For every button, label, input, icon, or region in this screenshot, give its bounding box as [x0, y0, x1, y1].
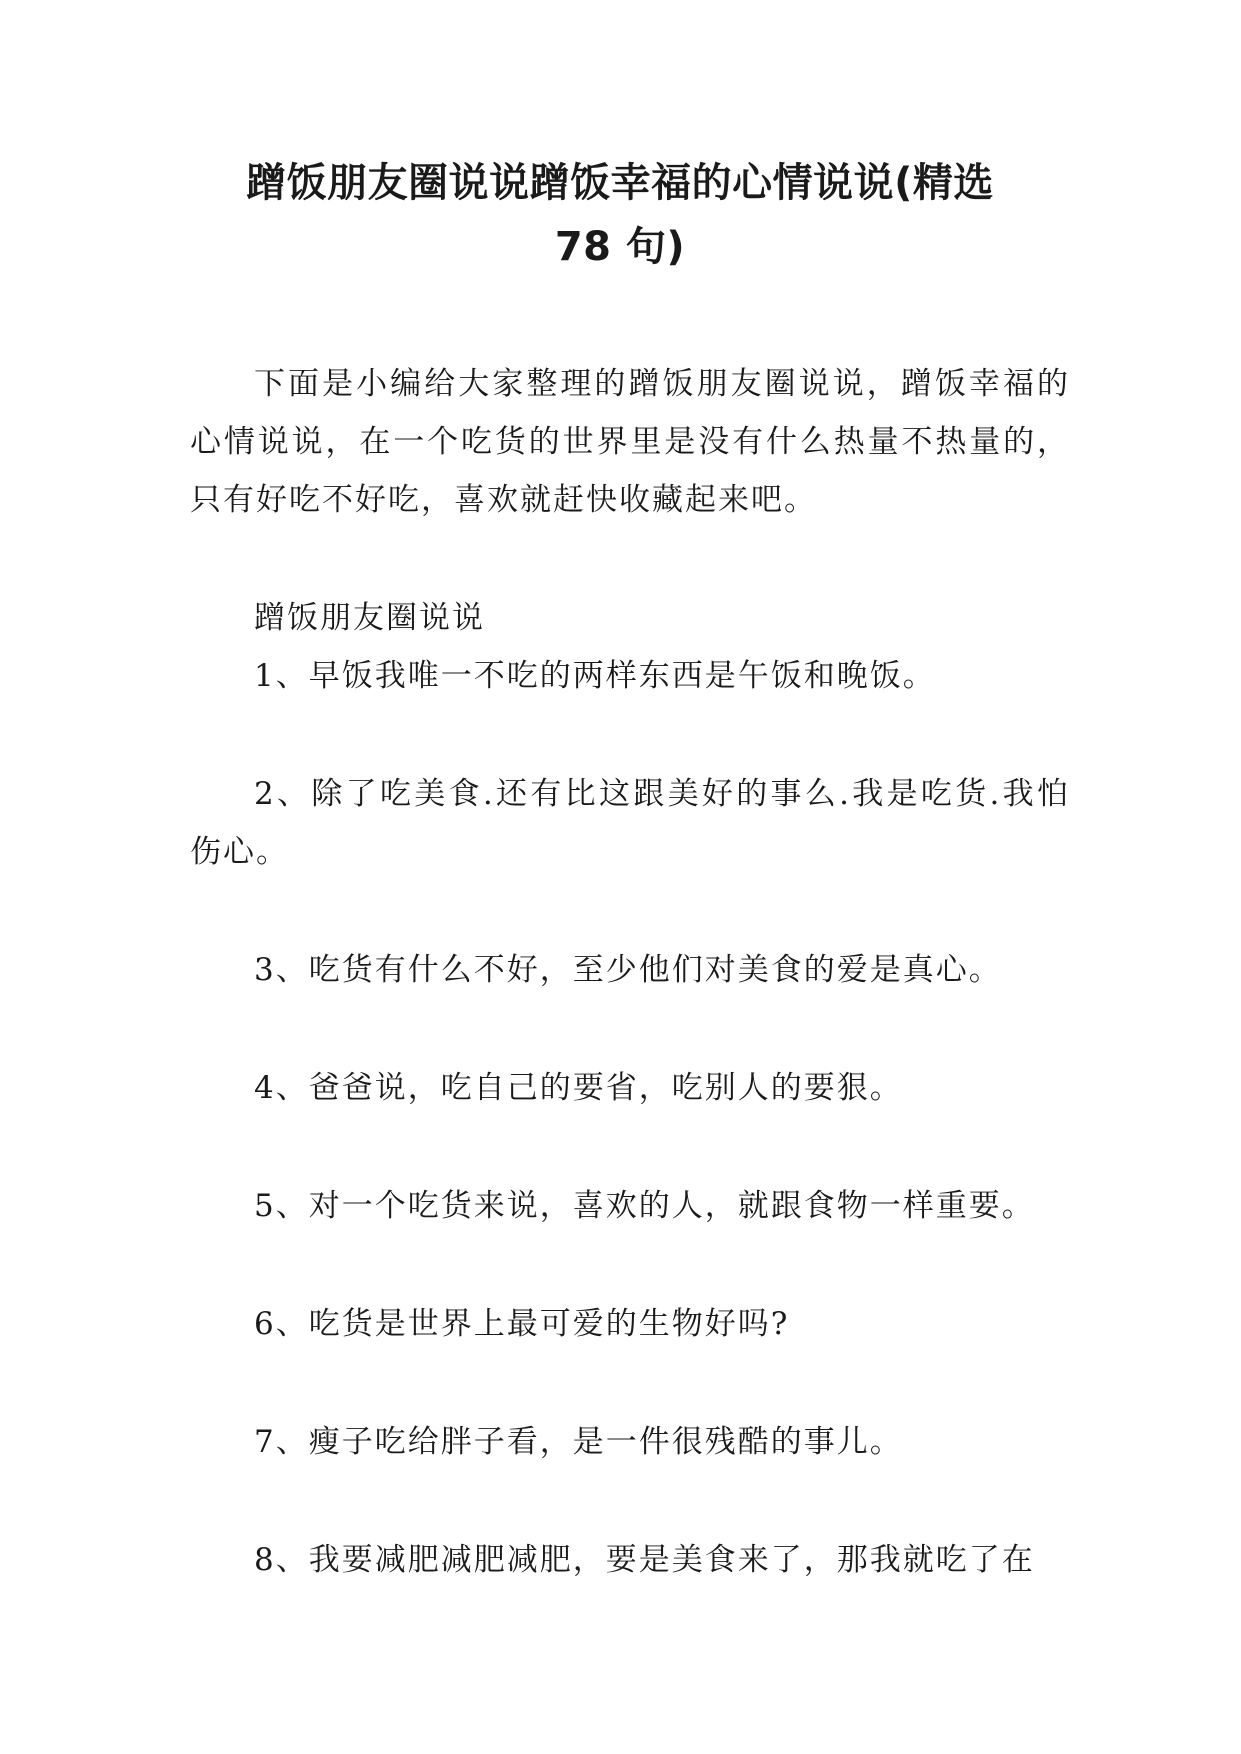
list-item: 8、我要减肥减肥减肥，要是美食来了，那我就吃了在 [254, 1542, 1035, 1578]
document-title-line-1: 蹭饭朋友圈说说蹭饭幸福的心情说说(精选 [246, 160, 994, 206]
document-title-line-2: 78 句) [554, 224, 686, 270]
list-item: 4、爸爸说，吃自己的要省，吃别人的要狠。 [254, 1070, 903, 1106]
list-item: 3、吃货有什么不好，至少他们对美食的爱是真心。 [254, 952, 1002, 988]
list-item: 5、对一个吃货来说，喜欢的人，就跟食物一样重要。 [254, 1188, 1035, 1224]
list-item: 2、除了吃美食.还有比这跟美好的事么.我是吃货.我怕伤心。 [190, 776, 1070, 870]
list-item: 6、吃货是世界上最可爱的生物好吗? [254, 1306, 790, 1342]
intro-paragraph: 下面是小编给大家整理的蹭饭朋友圈说说，蹭饭幸福的心情说说，在一个吃货的世界里是没有什么热量不热量的，只有好吃不好吃，喜欢就赶快收藏起来吧。 [190, 366, 1070, 518]
list-item: 7、瘦子吃给胖子看，是一件很残酷的事儿。 [254, 1424, 903, 1460]
document-body [190, 355, 1070, 1589]
list-item: 1、早饭我唯一不吃的两样东西是午饭和晚饭。 [254, 658, 936, 694]
section-heading: 蹭饭朋友圈说说 [254, 600, 485, 636]
